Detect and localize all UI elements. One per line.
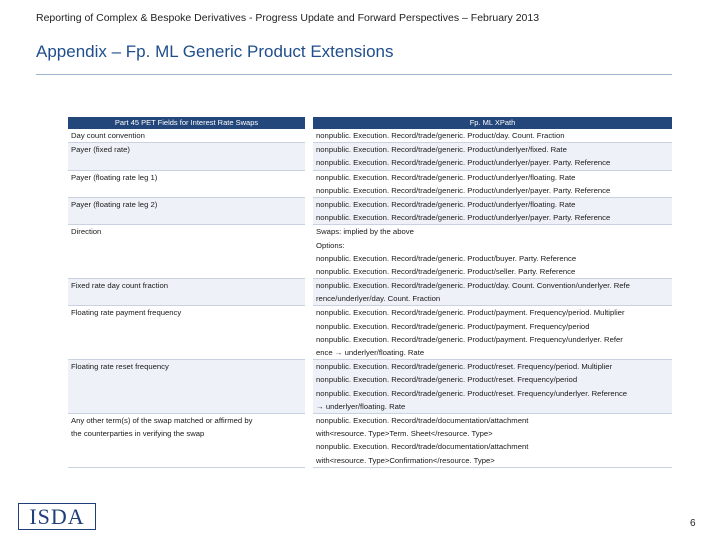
- pet-field-cell: [68, 360, 305, 414]
- pet-field-cell: [68, 129, 305, 143]
- page-number: 6: [690, 518, 696, 529]
- pet-field-line: Floating rate reset frequency: [71, 362, 169, 372]
- pet-field-line: Direction: [71, 227, 102, 237]
- xpath-line: nonpublic. Execution. Record/trade/generic. Product/underlyer/floating. Rate: [316, 199, 576, 209]
- table-row: [68, 129, 672, 143]
- xpath-line: nonpublic. Execution. Record/trade/generic. Product/payment. Frequency/period. Multiplier: [316, 308, 625, 318]
- table-header-row: [68, 117, 672, 129]
- xpath-cell: [313, 170, 672, 197]
- document-header: Reporting of Complex & Bespoke Derivatives - Progress Update and Forward Perspectives – February 2013: [36, 12, 540, 24]
- pet-field-line: the counterparties in verifying the swap: [71, 429, 205, 439]
- pet-field-line: Payer (fixed rate): [71, 145, 130, 155]
- table-row: [68, 279, 672, 306]
- pet-field-line: Payer (floating rate leg 2): [71, 199, 158, 209]
- xpath-cell: [313, 143, 672, 170]
- table-row: [68, 413, 672, 467]
- column-header-xpath: Fp. ML XPath: [313, 117, 672, 129]
- xpath-line: nonpublic. Execution. Record/trade/generic. Product/underlyer/payer. Party. Reference: [316, 213, 611, 223]
- pet-field-cell: [68, 197, 305, 224]
- column-header-pet-fields: Part 45 PET Fields for Interest Rate Swaps: [68, 117, 305, 129]
- xpath-line: nonpublic. Execution. Record/trade/generic. Product/seller. Party. Reference: [316, 266, 576, 276]
- xpath-line: nonpublic. Execution. Record/trade/generic. Product/reset. Frequency/period. Multiplier: [316, 362, 613, 372]
- xpath-line: nonpublic. Execution. Record/trade/generic. Product/underlyer/fixed. Rate: [316, 145, 567, 155]
- pet-field-cell: [68, 413, 305, 467]
- pet-field-line: Day count convention: [71, 131, 145, 140]
- xpath-line: nonpublic. Execution. Record/trade/generic. Product/payment. Frequency/period: [316, 321, 590, 331]
- xpath-line: nonpublic. Execution. Record/trade/generic. Product/reset. Frequency/period: [316, 375, 578, 385]
- xpath-line: nonpublic. Execution. Record/trade/documentation/attachment: [316, 415, 529, 425]
- pet-field-line: Floating rate payment frequency: [71, 308, 182, 318]
- xpath-line: nonpublic. Execution. Record/trade/generic. Product/underlyer/floating. Rate: [316, 172, 576, 182]
- table-row: [68, 306, 672, 360]
- xpath-line: with<resource. Type>Term. Sheet</resource. Type>: [316, 429, 493, 439]
- xpath-cell: [313, 360, 672, 414]
- table-row: [68, 143, 672, 170]
- xpath-line: → underlyer/floating. Rate: [316, 401, 406, 411]
- pet-field-line: Any other term(s) of the swap matched or affirmed by: [71, 415, 253, 425]
- pet-field-line: Payer (floating rate leg 1): [71, 172, 158, 182]
- table-row: [68, 170, 672, 197]
- table-row: [68, 360, 672, 414]
- pet-field-cell: [68, 170, 305, 197]
- title-divider: [36, 74, 672, 75]
- pet-field-cell: [68, 143, 305, 170]
- isda-logo-text: ISDA: [29, 504, 85, 529]
- xpath-cell: [313, 413, 672, 467]
- xpath-cell: [313, 306, 672, 360]
- xpath-line: nonpublic. Execution. Record/trade/generic. Product/day. Count. Convention/underlyer. Refe: [316, 281, 630, 291]
- fpml-extensions-table: [68, 117, 672, 468]
- pet-field-cell: [68, 279, 305, 306]
- page-title: Appendix – Fp. ML Generic Product Extensions: [36, 42, 394, 61]
- xpath-cell: [313, 197, 672, 224]
- xpath-cell: [313, 225, 672, 279]
- xpath-line: Swaps: implied by the above: [316, 227, 414, 237]
- pet-field-cell: [68, 225, 305, 279]
- table-row: [68, 225, 672, 279]
- xpath-line: nonpublic. Execution. Record/trade/generic. Product/day. Count. Fraction: [316, 131, 565, 140]
- xpath-line: rence/underlyer/day. Count. Fraction: [316, 294, 441, 304]
- pet-field-cell: [68, 306, 305, 360]
- xpath-line: nonpublic. Execution. Record/trade/generic. Product/reset. Frequency/underlyer. Reference: [316, 388, 628, 398]
- isda-logo: [18, 503, 96, 530]
- pet-field-line: Fixed rate day count fraction: [71, 281, 168, 291]
- xpath-line: with<resource. Type>Confirmation</resource. Type>: [316, 455, 495, 465]
- xpath-line: nonpublic. Execution. Record/trade/generic. Product/underlyer/payer. Party. Reference: [316, 185, 611, 195]
- xpath-line: nonpublic. Execution. Record/trade/generic. Product/underlyer/payer. Party. Reference: [316, 158, 611, 168]
- xpath-line: ence → underlyer/floating. Rate: [316, 348, 425, 357]
- xpath-line: nonpublic. Execution. Record/trade/documentation/attachment: [316, 442, 529, 452]
- xpath-cell: [313, 129, 672, 143]
- xpath-cell: [313, 279, 672, 306]
- xpath-line: nonpublic. Execution. Record/trade/generic. Product/buyer. Party. Reference: [316, 253, 577, 263]
- xpath-line: Options:: [316, 240, 345, 250]
- xpath-line: nonpublic. Execution. Record/trade/generic. Product/payment. Frequency/underlyer. Refer: [316, 334, 623, 344]
- table-row: [68, 197, 672, 224]
